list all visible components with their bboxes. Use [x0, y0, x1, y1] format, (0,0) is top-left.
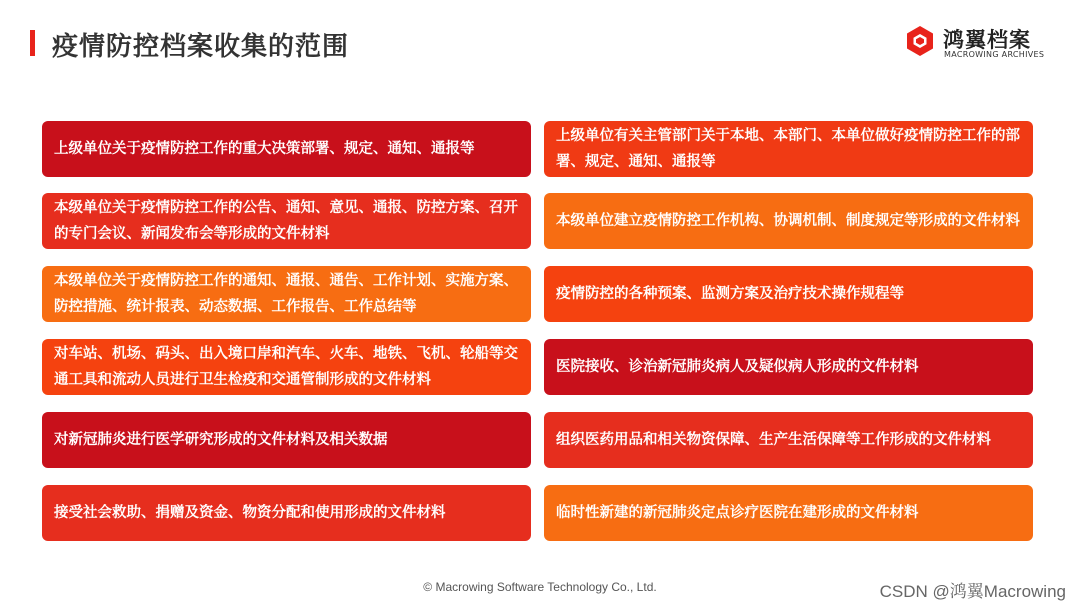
logo-subtitle: MACROWING ARCHIVES — [944, 50, 1045, 59]
scope-card-10 — [544, 412, 1033, 468]
scope-card-3 — [42, 193, 531, 249]
scope-card-2 — [544, 121, 1033, 177]
scope-card-9 — [42, 412, 531, 468]
scope-card-text: 临时性新建的新冠肺炎定点诊疗医院在建形成的文件材料 — [556, 505, 919, 521]
scope-card-text: 组织医药用品和相关物资保障、生产生活保障等工作形成的文件材料 — [556, 432, 991, 448]
scope-card-text: 上级单位关于疫情防控工作的重大决策部署、规定、通知、通报等 — [54, 141, 475, 157]
page-title: 疫情防控档案收集的范围 — [52, 32, 350, 62]
hexagon-logo-icon — [903, 24, 937, 58]
scope-card-6 — [544, 266, 1033, 322]
scope-card-text: 本级单位关于疫情防控工作的通知、通报、通告、工作计划、实施方案、防控措施、统计报表、动态数据、工作报告、工作总结等 — [54, 273, 518, 315]
scope-card-text: 本级单位关于疫情防控工作的公告、通知、意见、通报、防控方案、召开的专门会议、新闻发布会等形成的文件材料 — [54, 200, 518, 242]
scope-card-text: 对车站、机场、码头、出入境口岸和汽车、火车、地铁、飞机、轮船等交通工具和流动人员进行卫生检疫和交通管制形成的文件材料 — [54, 346, 518, 388]
csdn-watermark: CSDN @鸿翼Macrowing — [879, 582, 1066, 601]
copyright-footer: © Macrowing Software Technology Co., Ltd. — [423, 580, 657, 594]
scope-card-text: 医院接收、诊治新冠肺炎病人及疑似病人形成的文件材料 — [556, 359, 919, 375]
scope-card-7 — [42, 339, 531, 395]
scope-card-11 — [42, 485, 531, 541]
scope-card-5 — [42, 266, 531, 322]
scope-card-12 — [544, 485, 1033, 541]
logo-name: 鸿翼档案 — [943, 28, 1031, 52]
scope-card-8 — [544, 339, 1033, 395]
scope-card-text: 上级单位有关主管部门关于本地、本部门、本单位做好疫情防控工作的部署、规定、通知、通报等 — [556, 128, 1020, 170]
brand-logo — [903, 24, 1053, 64]
scope-card-text: 对新冠肺炎进行医学研究形成的文件材料及相关数据 — [54, 432, 388, 448]
scope-card-1 — [42, 121, 531, 177]
scope-card-4 — [544, 193, 1033, 249]
title-accent-bar — [30, 30, 35, 56]
scope-card-text: 本级单位建立疫情防控工作机构、协调机制、制度规定等形成的文件材料 — [556, 213, 1020, 229]
scope-card-text: 疫情防控的各种预案、监测方案及治疗技术操作规程等 — [556, 286, 904, 302]
scope-card-text: 接受社会救助、捐赠及资金、物资分配和使用形成的文件材料 — [54, 505, 446, 521]
